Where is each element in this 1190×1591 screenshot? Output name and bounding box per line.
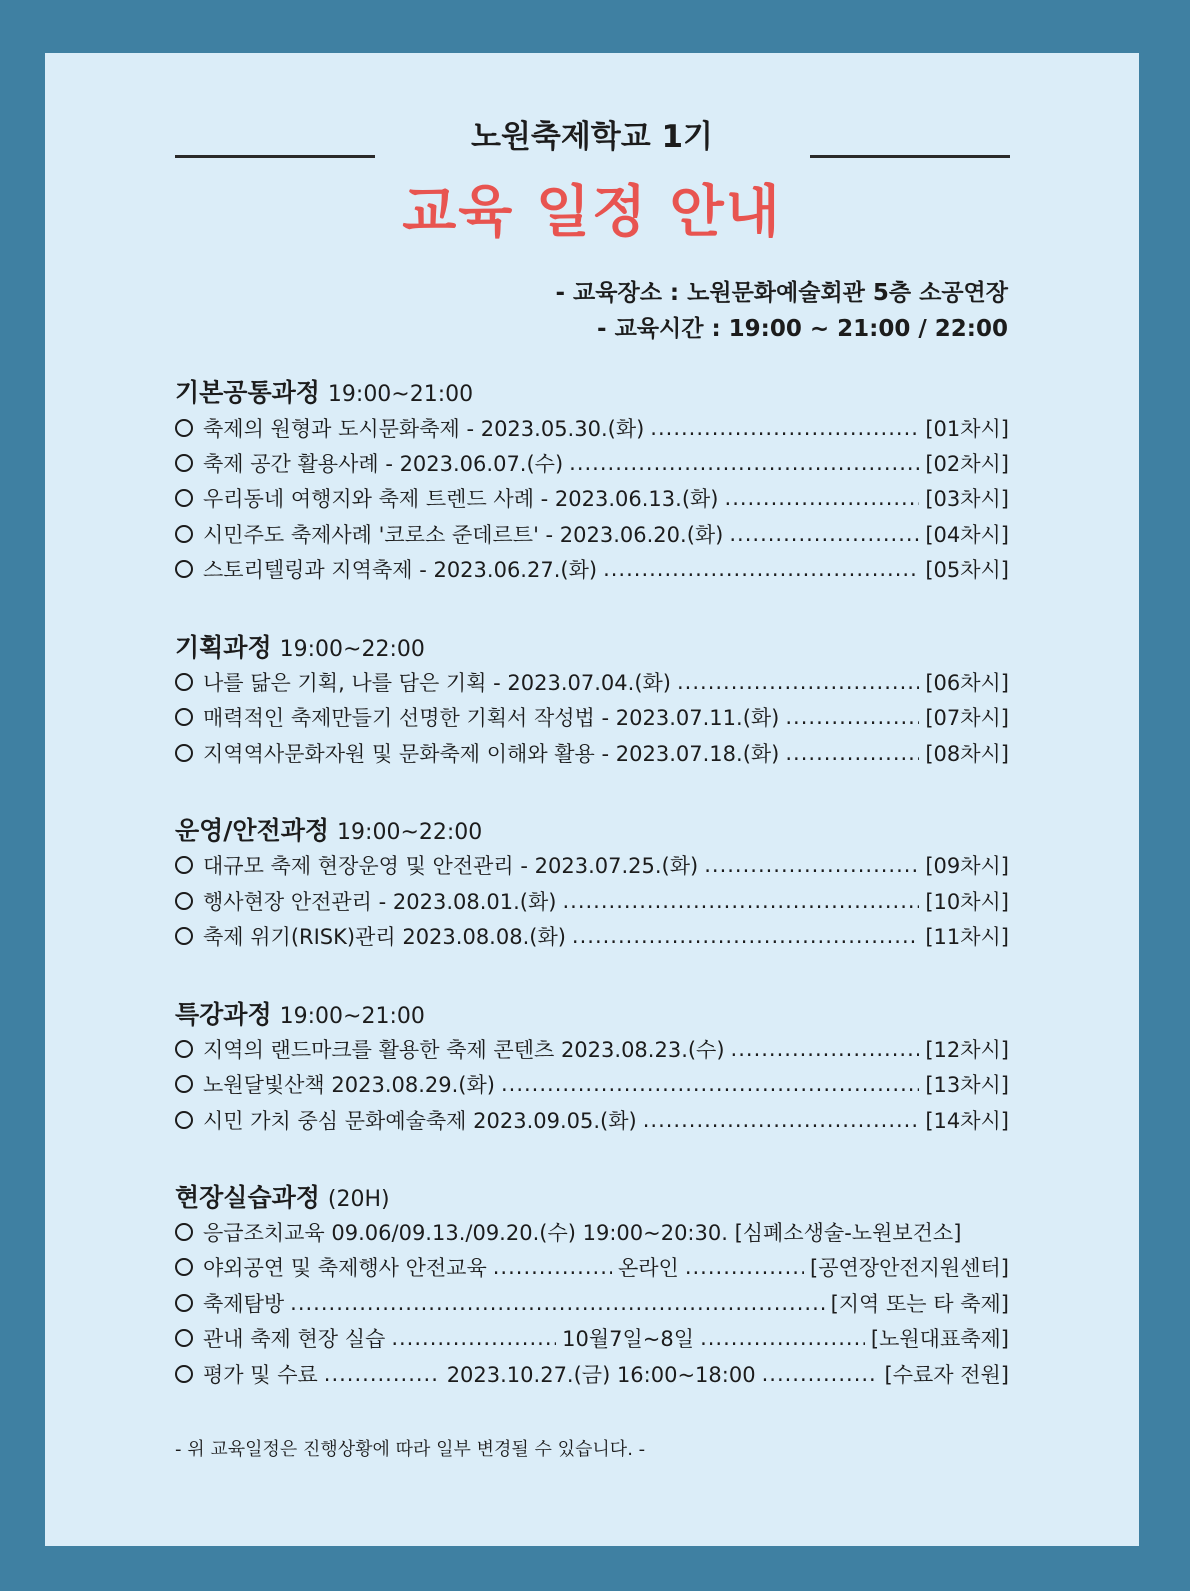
item-text: 우리동네 여행지와 축제 트렌드 사례 - 2023.06.13.(화) bbox=[203, 487, 719, 511]
dot-leader bbox=[725, 486, 920, 510]
circle-bullet-icon bbox=[175, 927, 193, 945]
dot-leader bbox=[562, 889, 919, 913]
dot-leader bbox=[493, 1255, 612, 1279]
item-text: 지역역사문화자원 및 문화축제 이해와 활용 - 2023.07.18.(화) bbox=[203, 742, 780, 766]
item-text: 축제 위기(RISK)관리 2023.08.08.(화) bbox=[203, 925, 566, 949]
place-info: - 교육장소 : 노원문화예술회관 5층 소공연장 bbox=[555, 280, 1008, 306]
dot-leader bbox=[704, 853, 919, 877]
list-item bbox=[175, 517, 1009, 551]
item-text: 시민주도 축제사례 '코로소 준데르트' - 2023.06.20.(화) bbox=[203, 523, 724, 547]
item-text: 축제탐방 bbox=[203, 1292, 285, 1316]
session-tag: [01차시] bbox=[925, 417, 1009, 441]
list-item bbox=[175, 884, 1009, 918]
session-tag: [08차시] bbox=[925, 742, 1009, 766]
section-name: 현장실습과정 bbox=[175, 1183, 320, 1212]
section-time: 19:00~21:00 bbox=[279, 1004, 425, 1029]
item-mid-text: 온라인 bbox=[617, 1256, 679, 1280]
circle-bullet-icon bbox=[175, 892, 193, 910]
dot-leader bbox=[290, 1291, 824, 1315]
list-item bbox=[175, 1032, 1009, 1066]
circle-bullet-icon bbox=[175, 1040, 193, 1058]
section-heading-basic bbox=[175, 373, 473, 409]
item-text: 노원달빛산책 2023.08.29.(화) bbox=[203, 1073, 495, 1097]
dot-leader bbox=[685, 1255, 804, 1279]
dot-leader bbox=[569, 451, 919, 475]
session-tag: [12차시] bbox=[925, 1038, 1009, 1062]
circle-bullet-icon bbox=[175, 1258, 193, 1276]
section-name: 특강과정 bbox=[175, 1000, 272, 1029]
section-name: 운영/안전과정 bbox=[175, 816, 330, 845]
list-item bbox=[175, 1250, 1009, 1284]
list-item bbox=[175, 848, 1009, 882]
item-text: 대규모 축제 현장운영 및 안전관리 - 2023.07.25.(화) bbox=[203, 854, 699, 878]
list-item bbox=[175, 411, 1009, 445]
list-item bbox=[175, 736, 1009, 770]
circle-bullet-icon bbox=[175, 744, 193, 762]
dot-leader bbox=[501, 1072, 919, 1096]
circle-bullet-icon bbox=[175, 673, 193, 691]
circle-bullet-icon bbox=[175, 708, 193, 726]
session-tag: [10차시] bbox=[925, 890, 1009, 914]
dot-leader bbox=[677, 670, 919, 694]
dot-leader bbox=[729, 522, 919, 546]
list-item bbox=[175, 552, 1009, 586]
session-tag: [06차시] bbox=[925, 671, 1009, 695]
dot-leader bbox=[324, 1362, 441, 1386]
section-heading-field-practice bbox=[175, 1178, 390, 1214]
item-text: 평가 및 수료 bbox=[203, 1363, 318, 1387]
circle-bullet-icon bbox=[175, 1329, 193, 1347]
dot-leader bbox=[391, 1326, 556, 1350]
schedule-card bbox=[45, 53, 1139, 1546]
item-text: 야외공연 및 축제행사 안전교육 bbox=[203, 1256, 487, 1280]
dot-leader bbox=[762, 1362, 879, 1386]
session-tag: [노원대표축제] bbox=[870, 1327, 1009, 1351]
session-tag: [13차시] bbox=[925, 1073, 1009, 1097]
dot-leader bbox=[700, 1326, 865, 1350]
title-rule-left bbox=[175, 155, 375, 158]
list-item bbox=[175, 481, 1009, 515]
circle-bullet-icon bbox=[175, 1111, 193, 1129]
list-item bbox=[175, 919, 1009, 953]
session-tag: [02차시] bbox=[925, 452, 1009, 476]
item-mid-text: 2023.10.27.(금) 16:00~18:00 bbox=[446, 1363, 756, 1387]
item-text: 축제 공간 활용사례 - 2023.06.07.(수) bbox=[203, 452, 564, 476]
section-heading-special-lecture bbox=[175, 995, 425, 1031]
item-text: 스토리텔링과 지역축제 - 2023.06.27.(화) bbox=[203, 558, 598, 582]
list-item bbox=[175, 1286, 1009, 1320]
time-info: - 교육시간 : 19:00 ~ 21:00 / 22:00 bbox=[597, 316, 1008, 342]
list-item bbox=[175, 1357, 1009, 1391]
dot-leader bbox=[731, 1037, 920, 1061]
session-tag: [11차시] bbox=[925, 925, 1009, 949]
dot-leader bbox=[650, 416, 919, 440]
circle-bullet-icon bbox=[175, 419, 193, 437]
circle-bullet-icon bbox=[175, 454, 193, 472]
list-item bbox=[175, 665, 1009, 699]
circle-bullet-icon bbox=[175, 1223, 193, 1241]
list-item bbox=[175, 1103, 1009, 1137]
list-item bbox=[175, 446, 1009, 480]
circle-bullet-icon bbox=[175, 1075, 193, 1093]
session-tag: [07차시] bbox=[925, 706, 1009, 730]
item-text: 축제의 원형과 도시문화축제 - 2023.05.30.(화) bbox=[203, 417, 645, 441]
section-time: 19:00~22:00 bbox=[337, 820, 483, 845]
section-name: 기본공통과정 bbox=[175, 378, 320, 407]
list-item bbox=[175, 700, 1009, 734]
circle-bullet-icon bbox=[175, 525, 193, 543]
item-text: 시민 가치 중심 문화예술축제 2023.09.05.(화) bbox=[203, 1109, 637, 1133]
circle-bullet-icon bbox=[175, 1365, 193, 1383]
session-tag: [03차시] bbox=[925, 487, 1009, 511]
title-rule-right bbox=[810, 155, 1010, 158]
main-title: 교육 일정 안내 bbox=[402, 180, 782, 245]
dot-leader bbox=[572, 924, 919, 948]
session-tag: [지역 또는 타 축제] bbox=[830, 1292, 1009, 1316]
session-tag: [04차시] bbox=[925, 523, 1009, 547]
dot-leader bbox=[785, 741, 919, 765]
section-heading-operation-safety bbox=[175, 811, 482, 847]
section-time: (20H) bbox=[327, 1187, 390, 1212]
session-tag: [공연장안전지원센터] bbox=[810, 1256, 1009, 1280]
dot-leader bbox=[603, 557, 919, 581]
list-item bbox=[175, 1321, 1009, 1355]
section-name: 기획과정 bbox=[175, 633, 272, 662]
dot-leader bbox=[643, 1108, 920, 1132]
list-item bbox=[175, 1067, 1009, 1101]
session-tag: [14차시] bbox=[925, 1109, 1009, 1133]
session-tag: [05차시] bbox=[925, 558, 1009, 582]
item-text: 관내 축제 현장 실습 bbox=[203, 1327, 386, 1351]
circle-bullet-icon bbox=[175, 856, 193, 874]
list-item bbox=[175, 1215, 1009, 1249]
session-tag: [수료자 전원] bbox=[884, 1363, 1009, 1387]
dot-leader bbox=[785, 705, 919, 729]
footnote: - 위 교육일정은 진행상황에 따라 일부 변경될 수 있습니다. - bbox=[175, 1439, 646, 1460]
circle-bullet-icon bbox=[175, 560, 193, 578]
item-text: 나를 닮은 기획, 나를 담은 기획 - 2023.07.04.(화) bbox=[203, 671, 671, 695]
session-tag: [09차시] bbox=[925, 854, 1009, 878]
section-heading-planning bbox=[175, 628, 425, 664]
circle-bullet-icon bbox=[175, 1294, 193, 1312]
circle-bullet-icon bbox=[175, 489, 193, 507]
item-mid-text: 10월7일~8일 bbox=[562, 1327, 695, 1351]
org-title: 노원축제학교 1기 bbox=[471, 119, 713, 155]
item-text: 응급조치교육 09.06/09.13./09.20.(수) 19:00~20:30. [심폐소생술-노원보건소] bbox=[203, 1221, 962, 1245]
section-time: 19:00~21:00 bbox=[327, 382, 474, 407]
item-text: 행사현장 안전관리 - 2023.08.01.(화) bbox=[203, 890, 557, 914]
item-text: 매력적인 축제만들기 선명한 기획서 작성법 - 2023.07.11.(화) bbox=[203, 706, 780, 730]
item-text: 지역의 랜드마크를 활용한 축제 콘텐츠 2023.08.23.(수) bbox=[203, 1038, 725, 1062]
section-time: 19:00~22:00 bbox=[279, 637, 425, 662]
